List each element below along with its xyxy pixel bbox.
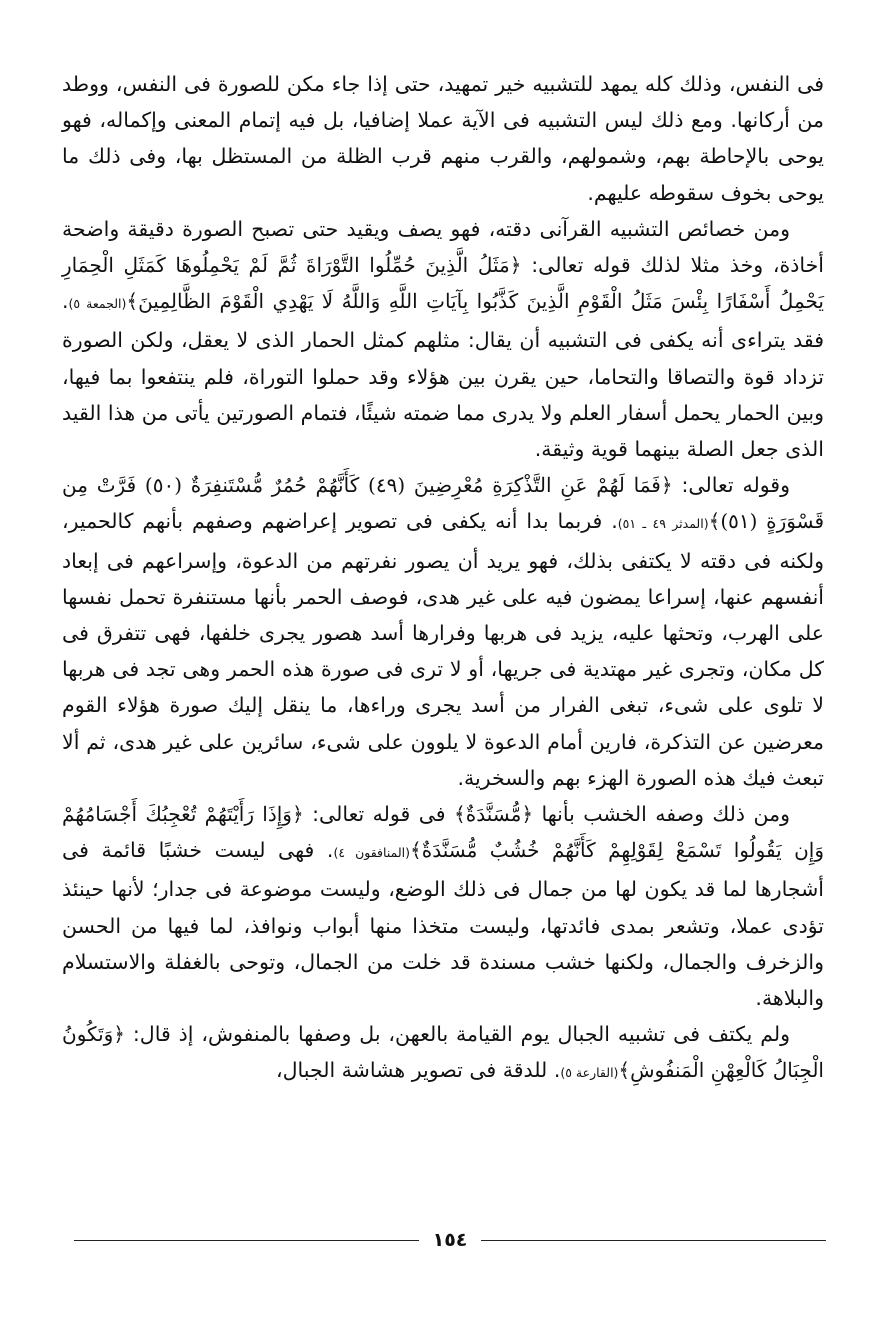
body-text: فى قوله تعالى: [303,802,455,827]
body-text: . فهى ليست خشبًا قائمة فى أشجارها لما قد يكون لها من جمال فى ذلك الوضع، وليست موضوعة فى جدار؛ لأنها حينئذ تؤدى عملا، وتشعر بمدى فائدتها، وليست متخذا منها أبواب ونوافذ، لما فيها من الحسن والزخرف والجمال، ولكنها خشب مسندة قد خلت من الجمال، وتوحى بالغفلة والاستسلام والبلاهة. [62,838,824,1011]
paragraph [62,796,824,1016]
verse-citation: (المدثر ٤٩ ـ ٥١) [617,516,709,532]
body-text: . فربما بدا أنه يكفى فى تصوير إعراضهم وصفهم بأنهم كالحمير، ولكنه فى دقته لا يكتفى بذلك، فهو يريد أن يصور نفرتهم من الدعوة، وإسراعهم فى إبعاد أنفسهم عنها، إسراعا يمضون فيه على غير هدى، فوصف الحمر بأنها مستنفرة تحمل نفسها على الهرب، وتحثها عليه، يزيد فى هربها وفرارها أسد هصور يجرى خلفها، فهى تتفرق فى كل مكان، وتجرى غير مهتدية فى جريها، أو لا ترى فى صورة هذه الحمر وهى تجد فى هربها لا تلوى على شىء، تبغى الفرار من أسد يجرى وراءها، ما ينقل إليك صورة هؤلاء القوم معرضين عن التذكرة، فارين أمام الدعوة لا يلوون على شىء، سائرين على غير هدى، ثم ألا تبعث فيك هذه الصورة الهزء بهم والسخرية. [62,509,824,790]
quran-quote: ﴿وَإِذَا رَأَيْتَهُمْ تُعْجِبُكَ أَجْسَامُهُمْ وَإِن يَقُولُوا تَسْمَعْ لِقَوْلِهِمْ كَأَنَّهُمْ خُشُبٌ مُّسَنَّدَةٌ﴾ [62,802,825,863]
body-text: ومن ذلك وصفه الخشب بأنها [533,802,790,827]
footer-rule-left [74,1240,419,1241]
paragraph [62,467,824,796]
body-text: ومن خصائص التشبيه القرآنى دقته، فهو يصف ويقيد حتى تصبح الصورة دقيقة واضحة أخاذة، وخذ مثلا لذلك قوله تعالى: [62,216,824,278]
paragraph [62,211,824,467]
page-footer [74,1228,826,1252]
body-text: وقوله تعالى: [672,473,791,498]
paragraph [62,1016,824,1091]
body-text: فى النفس، وذلك كله يمهد للتشبيه خير تمهيد، حتى إذا جاء مكن للصورة فى النفس، ووطد من أركانها. ومع ذلك ليس التشبيه فى الآية عملا إضافيا، بل فيه إتمام المعنى وإكماله، فهو يوحى بالإحاطة بهم، وشمولهم، والقرب منهم قرب الظلة من المستظل بها، وفى ذلك ما يوحى بخوف سقوطه عليهم. [62,72,824,205]
body-text: . فقد يتراءى أنه يكفى فى التشبيه أن يقال: مثلهم كمثل الحمار الذى لا يعقل، ولكن الصورة تزداد قوة والتصاقا والتحاما، حين يقرن بين هؤلاء وقد حملوا التوراة، فلم ينتفعوا بما فيها، وبين الحمار يحمل أسفار العلم ولا يدرى مما ضمته شيئًا، فتمام الصورتين يأتى من هذا القيد الذى جعل الصلة بينهما قوية وثيقة. [62,289,824,462]
book-page-body [62,66,824,1092]
body-text: ولم يكتف فى تشبيه الجبال يوم القيامة بالعهن، بل وصفها بالمنفوش، إذ قال: [125,1022,790,1047]
quran-quote: ﴿فَمَا لَهُمْ عَنِ التَّذْكِرَةِ مُعْرِضِينَ (٤٩) كَأَنَّهُمْ حُمُرٌ مُّسْتَنفِرَةٌ (٥٠) فَرَّتْ مِن قَسْوَرَةٍ (٥١)﴾ [62,473,825,534]
quran-quote: ﴿وَتَكُونُ الْجِبَالُ كَالْعِهْنِ الْمَنفُوشِ﴾ [62,1022,824,1083]
quran-quote: ﴿مَثَلُ الَّذِينَ حُمِّلُوا التَّوْرَاةَ ثُمَّ لَمْ يَحْمِلُوهَا كَمَثَلِ الْحِمَارِ يَحْمِلُ أَسْفَارًا بِئْسَ مَثَلُ الْقَوْمِ الَّذِينَ كَذَّبُوا بِآيَاتِ اللَّهِ وَاللَّهُ لَا يَهْدِي الْقَوْمَ الظَّالِمِينَ﴾ [62,253,824,314]
verse-citation: (القارعة ٥) [560,1065,619,1081]
body-text: . للدقة فى تصوير هشاشة الجبال، [276,1058,561,1083]
footer-rule-right [481,1240,826,1241]
verse-citation: (المنافقون ٤) [333,845,410,861]
verse-citation: (الجمعة ٥) [68,296,127,312]
page-number: ١٥٤ [432,1229,468,1251]
paragraph [62,66,824,211]
quran-quote: ﴿مُّسَنَّدَةٌ﴾ [454,802,534,827]
